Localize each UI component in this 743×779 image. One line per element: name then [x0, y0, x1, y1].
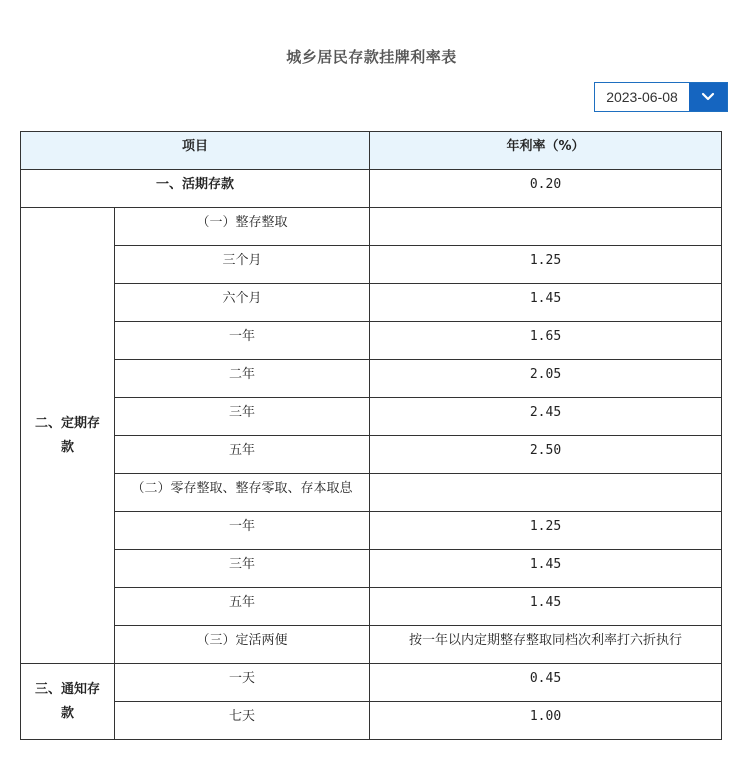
rate-cell: 1.65	[370, 322, 722, 360]
fixed-deposit-label: 二、定期存款	[21, 208, 115, 664]
date-dropdown-button[interactable]	[689, 83, 727, 111]
table-row	[21, 512, 722, 550]
table-row	[21, 398, 722, 436]
term-cell: 一天	[115, 664, 370, 702]
fixed-sub2-rate	[370, 474, 722, 512]
page-title: 城乡居民存款挂牌利率表	[286, 48, 457, 66]
rate-cell: 2.50	[370, 436, 722, 474]
table-row	[21, 664, 722, 702]
term-cell: 二年	[115, 360, 370, 398]
fixed-sub3-rate: 按一年以内定期整存整取同档次利率打六折执行	[370, 626, 722, 664]
fixed-sub1-rate	[370, 208, 722, 246]
rate-table	[20, 131, 722, 740]
term-cell: 五年	[115, 436, 370, 474]
term-cell: 一年	[115, 322, 370, 360]
fixed-sub3-label: （三）定活两便	[115, 626, 370, 664]
table-header-row	[21, 132, 722, 170]
rate-cell: 1.45	[370, 588, 722, 626]
notice-deposit-label: 三、通知存款	[21, 664, 115, 740]
fixed-sub1-label: （一）整存整取	[115, 208, 370, 246]
term-cell: 一年	[115, 512, 370, 550]
header-rate: 年利率（%）	[370, 132, 722, 170]
rate-cell: 2.05	[370, 360, 722, 398]
term-cell: 六个月	[115, 284, 370, 322]
table-row	[21, 550, 722, 588]
rate-cell: 0.45	[370, 664, 722, 702]
chevron-down-icon	[701, 92, 715, 102]
table-row	[21, 208, 722, 246]
term-cell: 三年	[115, 550, 370, 588]
table-row	[21, 322, 722, 360]
demand-deposit-label: 一、活期存款	[21, 170, 370, 208]
rate-cell: 1.45	[370, 284, 722, 322]
demand-deposit-rate: 0.20	[370, 170, 722, 208]
term-cell: 三年	[115, 398, 370, 436]
table-row	[21, 246, 722, 284]
rate-cell: 1.45	[370, 550, 722, 588]
date-selector[interactable]	[594, 82, 728, 112]
table-row	[21, 360, 722, 398]
date-value[interactable]: 2023-06-08	[606, 89, 678, 105]
table-row	[21, 702, 722, 740]
table-row	[21, 170, 722, 208]
term-cell: 三个月	[115, 246, 370, 284]
header-item: 项目	[21, 132, 370, 170]
table-row	[21, 284, 722, 322]
term-cell: 五年	[115, 588, 370, 626]
fixed-sub2-label: （二）零存整取、整存零取、存本取息	[115, 474, 370, 512]
table-row	[21, 436, 722, 474]
rate-cell: 1.25	[370, 246, 722, 284]
table-row	[21, 626, 722, 664]
table-row	[21, 588, 722, 626]
rate-cell: 1.25	[370, 512, 722, 550]
table-row	[21, 474, 722, 512]
term-cell: 七天	[115, 702, 370, 740]
rate-cell: 1.00	[370, 702, 722, 740]
rate-cell: 2.45	[370, 398, 722, 436]
